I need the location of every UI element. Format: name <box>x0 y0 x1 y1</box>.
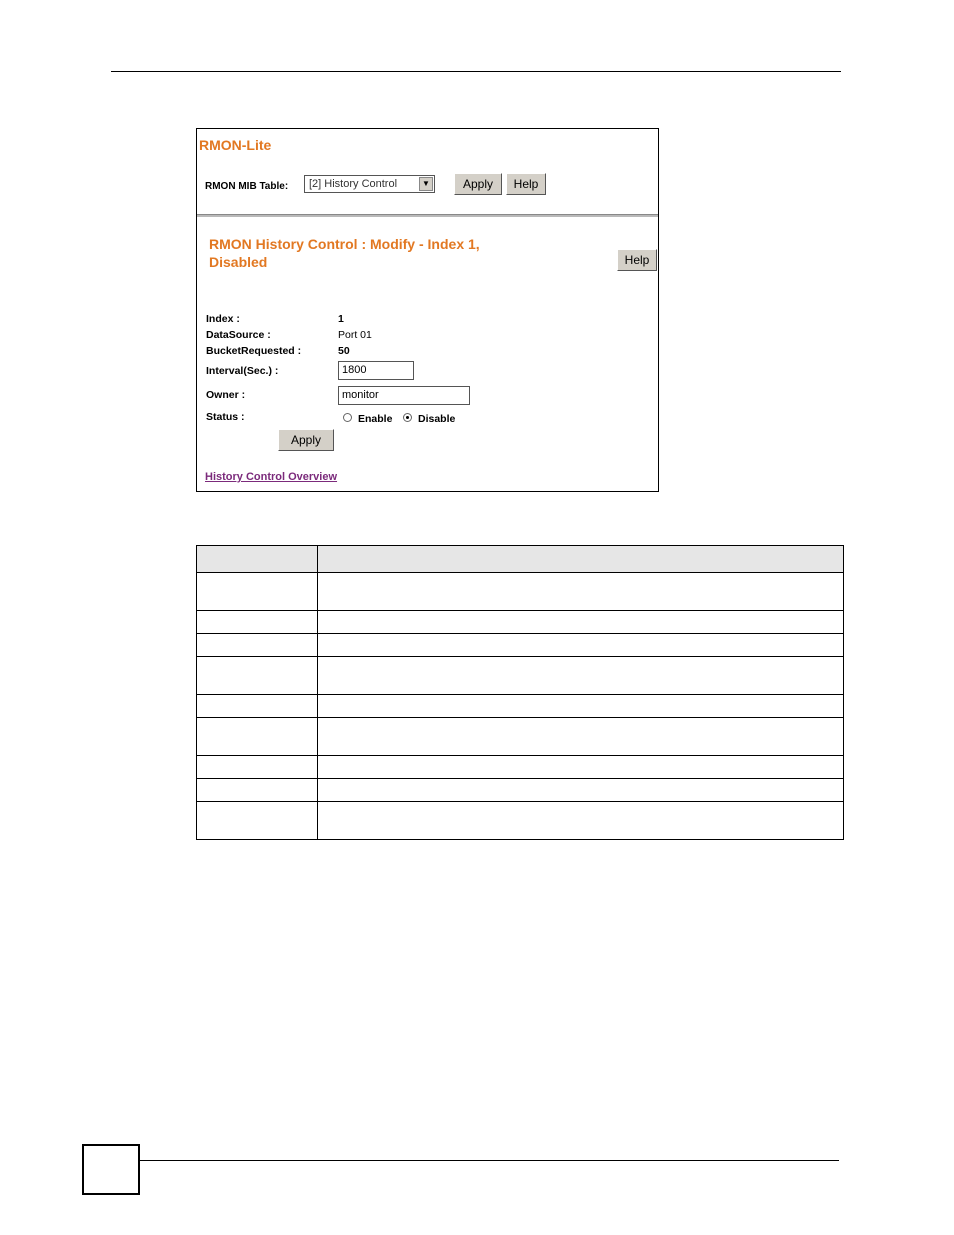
status-enable-radio[interactable] <box>343 413 352 422</box>
owner-label: Owner : <box>206 389 246 401</box>
table-body <box>197 573 844 840</box>
rmon-screenshot <box>196 128 659 492</box>
header-rule <box>111 71 841 72</box>
status-disable-radio[interactable] <box>403 413 412 422</box>
history-control-overview-link[interactable]: History Control Overview <box>205 471 338 483</box>
header-cell-description <box>318 546 844 573</box>
datasource-value: Port 01 <box>338 329 372 341</box>
table-cell-description <box>318 756 844 779</box>
table-cell-label <box>197 634 318 657</box>
table-cell-label <box>197 718 318 756</box>
chevron-down-icon[interactable]: ▼ <box>419 177 433 191</box>
index-label: Index : <box>206 313 240 325</box>
mib-table-selected: [2] History Control <box>309 178 398 190</box>
table-cell-label <box>197 756 318 779</box>
table-row <box>197 634 844 657</box>
mib-table-label: RMON MIB Table: <box>205 181 289 192</box>
table-cell-label <box>197 573 318 611</box>
table-cell-description <box>318 634 844 657</box>
table-cell-description <box>318 657 844 695</box>
table-cell-label <box>197 611 318 634</box>
footer-rule <box>140 1160 839 1161</box>
table-cell-description <box>318 718 844 756</box>
table-cell-label <box>197 657 318 695</box>
header-cell-label <box>197 546 318 573</box>
table-row <box>197 657 844 695</box>
interval-label: Interval(Sec.) : <box>206 365 279 377</box>
table-row <box>197 695 844 718</box>
status-label: Status : <box>206 411 245 423</box>
app-title: RMON-Lite <box>199 137 272 153</box>
bucket-requested-value: 50 <box>338 345 350 357</box>
bucket-requested-label: BucketRequested : <box>206 345 302 357</box>
table-row <box>197 718 844 756</box>
table-cell-label <box>197 802 318 840</box>
apply-button[interactable]: Apply <box>278 429 334 451</box>
owner-input[interactable]: monitor <box>338 386 470 405</box>
index-value: 1 <box>338 313 344 325</box>
table-cell-label <box>197 695 318 718</box>
table-cell-description <box>318 779 844 802</box>
mib-table-select[interactable] <box>304 175 435 193</box>
table-cell-description <box>318 611 844 634</box>
datasource-label: DataSource : <box>206 329 271 341</box>
table-cell-description <box>318 802 844 840</box>
table-cell-description <box>318 695 844 718</box>
interval-input[interactable]: 1800 <box>338 361 414 380</box>
section-divider <box>197 214 658 217</box>
table-row <box>197 573 844 611</box>
table-header-row <box>197 546 844 573</box>
table-cell-description <box>318 573 844 611</box>
description-table <box>196 545 844 840</box>
help-button-top[interactable]: Help <box>506 173 546 195</box>
status-disable-label: Disable <box>418 413 456 425</box>
apply-button-top[interactable]: Apply <box>454 173 502 195</box>
help-button[interactable]: Help <box>617 249 657 271</box>
page-number-box <box>82 1144 140 1195</box>
table-row <box>197 756 844 779</box>
section-title: RMON History Control : Modify - Index 1, Disabled <box>209 236 480 270</box>
table-row <box>197 611 844 634</box>
status-enable-label: Enable <box>358 413 393 425</box>
table-row <box>197 802 844 840</box>
table-cell-label <box>197 779 318 802</box>
table-row <box>197 779 844 802</box>
